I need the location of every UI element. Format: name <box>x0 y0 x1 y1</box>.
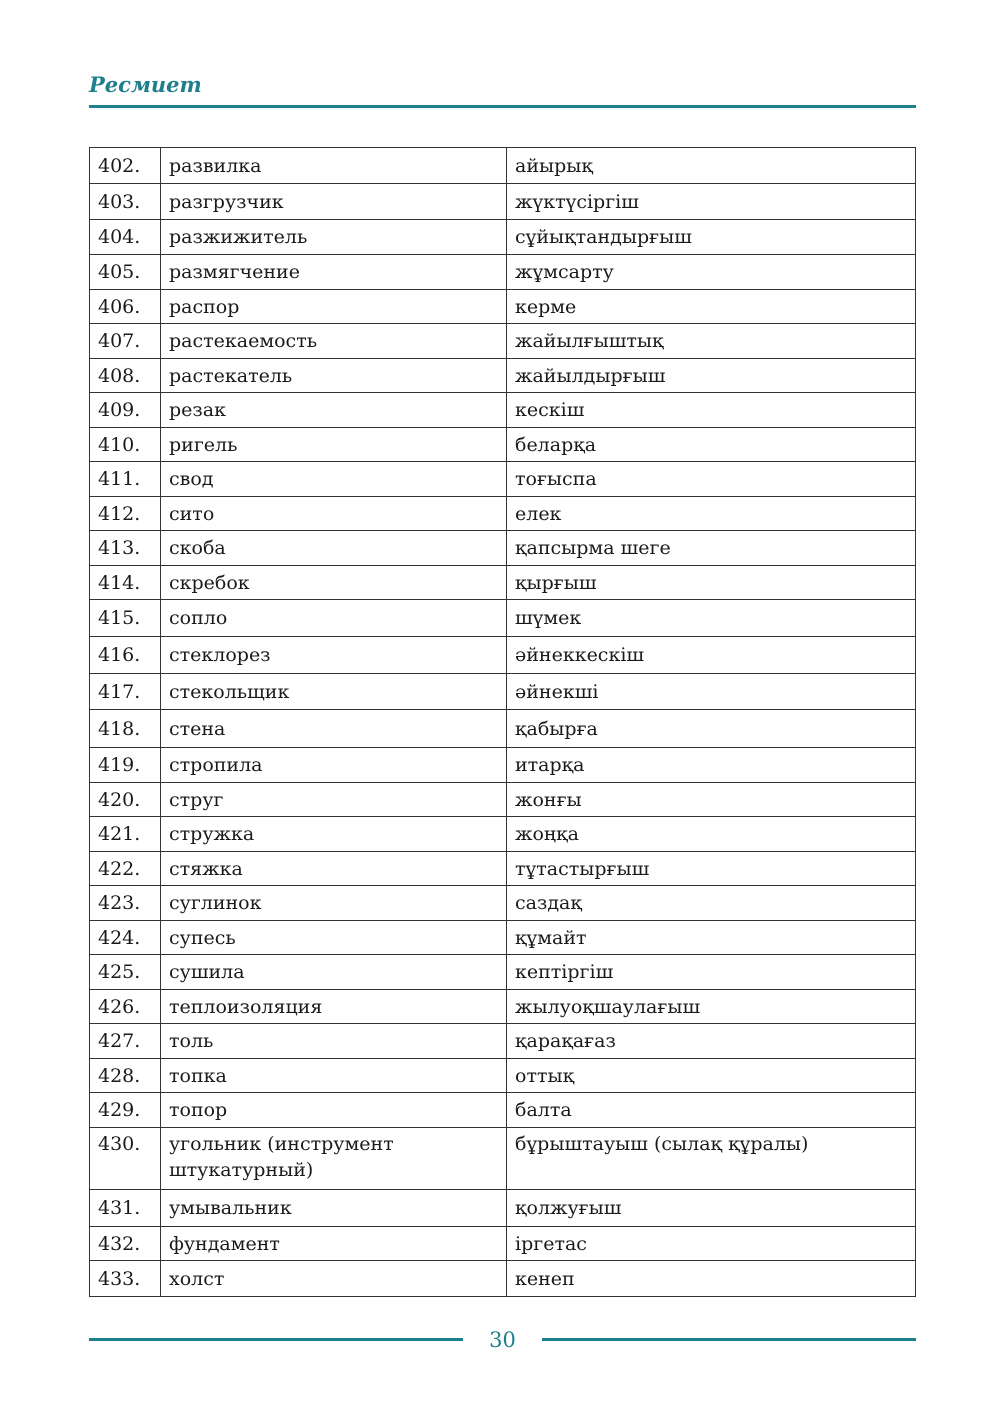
russian-term: топор <box>161 1093 507 1128</box>
table-row <box>90 852 916 886</box>
row-number: 404. <box>90 220 161 255</box>
row-number: 410. <box>90 428 161 462</box>
kazakh-term: саздақ <box>507 886 916 921</box>
russian-term: размягчение <box>161 255 507 290</box>
row-number: 417. <box>90 674 161 710</box>
kazakh-term: жылуоқшаулағыш <box>507 990 916 1024</box>
russian-term: свод <box>161 462 507 497</box>
table-row <box>90 220 916 255</box>
row-number: 402. <box>90 148 161 184</box>
kazakh-term: жоңқа <box>507 817 916 852</box>
kazakh-term: айырық <box>507 148 916 184</box>
row-number: 427. <box>90 1024 161 1059</box>
table-row <box>90 637 916 674</box>
kazakh-term: қырғыш <box>507 566 916 600</box>
table-row <box>90 1128 916 1190</box>
kazakh-term: қарақағаз <box>507 1024 916 1059</box>
row-number: 405. <box>90 255 161 290</box>
table-row <box>90 255 916 290</box>
table-row <box>90 600 916 637</box>
russian-term: растекатель <box>161 359 507 393</box>
footer-rule-left <box>89 1338 463 1341</box>
table-row <box>90 1190 916 1227</box>
kazakh-term: кептіргіш <box>507 955 916 990</box>
table-row <box>90 783 916 817</box>
kazakh-term: шүмек <box>507 600 916 637</box>
row-number: 412. <box>90 497 161 531</box>
kazakh-term: керме <box>507 290 916 324</box>
row-number: 403. <box>90 184 161 220</box>
row-number: 421. <box>90 817 161 852</box>
kazakh-term: құмайт <box>507 921 916 955</box>
kazakh-term: қолжуғыш <box>507 1190 916 1227</box>
row-number: 416. <box>90 637 161 674</box>
kazakh-term: жонғы <box>507 783 916 817</box>
table-row <box>90 1261 916 1297</box>
table-row <box>90 1227 916 1261</box>
kazakh-term: кескіш <box>507 393 916 428</box>
russian-term: разжижитель <box>161 220 507 255</box>
russian-term: умывальник <box>161 1190 507 1227</box>
row-number: 407. <box>90 324 161 359</box>
row-number: 422. <box>90 852 161 886</box>
russian-term: стеклорез <box>161 637 507 674</box>
russian-term: фундамент <box>161 1227 507 1261</box>
kazakh-term: бұрыштауыш (сылақ құралы) <box>507 1128 916 1190</box>
kazakh-term: әйнеккескіш <box>507 637 916 674</box>
table-row <box>90 886 916 921</box>
russian-term: ригель <box>161 428 507 462</box>
table-row <box>90 1059 916 1093</box>
russian-term: скоба <box>161 531 507 566</box>
kazakh-term: тұтастырғыш <box>507 852 916 886</box>
footer-rule-right <box>542 1338 916 1341</box>
russian-term: скребок <box>161 566 507 600</box>
row-number: 406. <box>90 290 161 324</box>
table-row <box>90 990 916 1024</box>
russian-term: растекаемость <box>161 324 507 359</box>
kazakh-term: әйнекші <box>507 674 916 710</box>
table-row <box>90 393 916 428</box>
russian-term: стена <box>161 710 507 748</box>
russian-term: угольник (инструмент штукатурный) <box>161 1128 507 1190</box>
row-number: 431. <box>90 1190 161 1227</box>
table-row <box>90 148 916 184</box>
row-number: 426. <box>90 990 161 1024</box>
table-row <box>90 359 916 393</box>
table-row <box>90 290 916 324</box>
kazakh-term: елек <box>507 497 916 531</box>
row-number: 425. <box>90 955 161 990</box>
russian-term: холст <box>161 1261 507 1297</box>
kazakh-term: балта <box>507 1093 916 1128</box>
russian-term: струг <box>161 783 507 817</box>
kazakh-term: жайылдырғыш <box>507 359 916 393</box>
header-rule <box>89 105 916 108</box>
russian-term: толь <box>161 1024 507 1059</box>
kazakh-term: беларқа <box>507 428 916 462</box>
russian-term: резак <box>161 393 507 428</box>
kazakh-term: жүктүсіргіш <box>507 184 916 220</box>
kazakh-term: қапсырма шеге <box>507 531 916 566</box>
row-number: 428. <box>90 1059 161 1093</box>
table-row <box>90 531 916 566</box>
table-row <box>90 566 916 600</box>
row-number: 415. <box>90 600 161 637</box>
row-number: 424. <box>90 921 161 955</box>
russian-term: супесь <box>161 921 507 955</box>
kazakh-term: қабырға <box>507 710 916 748</box>
row-number: 414. <box>90 566 161 600</box>
table-row <box>90 497 916 531</box>
table-row <box>90 184 916 220</box>
kazakh-term: жайылғыштық <box>507 324 916 359</box>
russian-term: стекольщик <box>161 674 507 710</box>
row-number: 409. <box>90 393 161 428</box>
russian-term: сопло <box>161 600 507 637</box>
table-row <box>90 462 916 497</box>
row-number: 423. <box>90 886 161 921</box>
table-row <box>90 817 916 852</box>
kazakh-term: оттық <box>507 1059 916 1093</box>
row-number: 418. <box>90 710 161 748</box>
russian-term: сушила <box>161 955 507 990</box>
kazakh-term: итарқа <box>507 748 916 783</box>
row-number: 419. <box>90 748 161 783</box>
row-number: 411. <box>90 462 161 497</box>
row-number: 420. <box>90 783 161 817</box>
row-number: 413. <box>90 531 161 566</box>
russian-term: топка <box>161 1059 507 1093</box>
table-row <box>90 921 916 955</box>
kazakh-term: жұмсарту <box>507 255 916 290</box>
table-row <box>90 674 916 710</box>
row-number: 408. <box>90 359 161 393</box>
russian-term: стяжка <box>161 852 507 886</box>
glossary-table-body <box>90 148 916 1297</box>
russian-term: стропила <box>161 748 507 783</box>
table-row <box>90 1024 916 1059</box>
row-number: 432. <box>90 1227 161 1261</box>
kazakh-term: кенеп <box>507 1261 916 1297</box>
table-row <box>90 324 916 359</box>
kazakh-term: сұйықтандырғыш <box>507 220 916 255</box>
row-number: 429. <box>90 1093 161 1128</box>
table-row <box>90 428 916 462</box>
kazakh-term: тоғыспа <box>507 462 916 497</box>
table-row <box>90 955 916 990</box>
russian-term: суглинок <box>161 886 507 921</box>
glossary-table <box>89 147 916 1297</box>
table-row <box>90 710 916 748</box>
row-number: 433. <box>90 1261 161 1297</box>
table-row <box>90 1093 916 1128</box>
table-row <box>90 748 916 783</box>
kazakh-term: іргетас <box>507 1227 916 1261</box>
page-number: 30 <box>489 1328 516 1352</box>
russian-term: распор <box>161 290 507 324</box>
running-header-title: Ресмиет <box>89 72 202 97</box>
russian-term: стружка <box>161 817 507 852</box>
russian-term: развилка <box>161 148 507 184</box>
row-number: 430. <box>90 1128 161 1190</box>
russian-term: сито <box>161 497 507 531</box>
russian-term: теплоизоляция <box>161 990 507 1024</box>
russian-term: разгрузчик <box>161 184 507 220</box>
